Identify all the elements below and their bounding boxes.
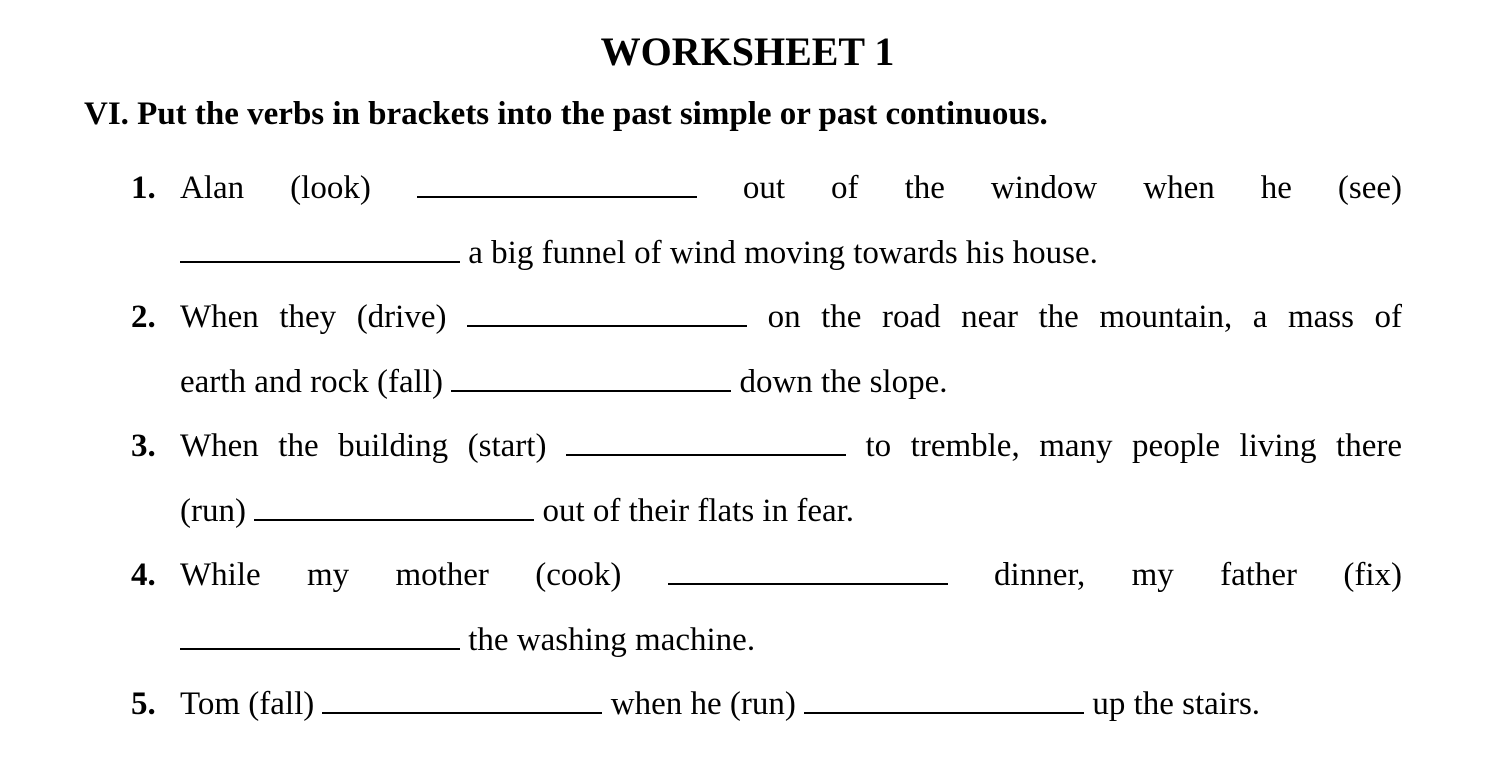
answer-blank[interactable]: [467, 301, 747, 327]
item-text: earth and rock (fall): [180, 363, 443, 400]
item-text: When the building (start): [180, 428, 547, 464]
exercise-item-3: [0, 414, 1402, 543]
item-number: 2.: [131, 299, 156, 335]
item-line: [180, 156, 1402, 221]
item-text: While my mother (cook): [180, 557, 622, 593]
item-line: [180, 414, 1402, 479]
item-text: out of the window when he (see): [742, 170, 1403, 206]
item-text: up the stairs.: [1092, 686, 1261, 722]
answer-blank[interactable]: [180, 624, 460, 650]
item-text: dinner, my father (fix): [994, 557, 1403, 593]
item-text: when he (run): [610, 686, 796, 722]
answer-blank[interactable]: [417, 172, 697, 198]
item-number: 3.: [131, 428, 156, 464]
answer-blank[interactable]: [451, 366, 731, 392]
item-line: [180, 350, 1402, 415]
item-line: [180, 285, 1402, 350]
item-number: 5.: [131, 686, 156, 722]
item-number: 1.: [131, 170, 156, 206]
item-line: [180, 543, 1402, 608]
item-text: down the slope.: [739, 363, 948, 400]
item-text: a big funnel of wind moving towards his house.: [468, 234, 1098, 271]
item-text: Alan (look): [180, 170, 371, 206]
item-text: Tom (fall): [180, 686, 315, 722]
item-line: [180, 672, 1402, 737]
exercise-item-2: [0, 285, 1402, 414]
exercise-item-5: [0, 672, 1402, 737]
item-text: to tremble, many people living there: [865, 428, 1402, 464]
item-number: 4.: [131, 557, 156, 593]
exercise-item-4: [0, 543, 1402, 672]
answer-blank[interactable]: [566, 430, 846, 456]
item-text: on the road near the mountain, a mass of: [767, 299, 1403, 335]
item-text: (run): [180, 492, 246, 529]
item-text: the washing machine.: [468, 621, 756, 658]
item-line: [180, 479, 1402, 544]
item-line: [180, 608, 1402, 673]
exercise-item-1: [0, 156, 1402, 285]
answer-blank[interactable]: [804, 688, 1084, 714]
worksheet-title: WORKSHEET 1: [600, 29, 895, 74]
item-line: [180, 221, 1402, 286]
answer-blank[interactable]: [668, 559, 948, 585]
item-text: out of their flats in fear.: [542, 492, 855, 529]
exercise-instruction: VI. Put the verbs in brackets into the past simple or past continuous.: [84, 96, 1048, 132]
exercise-list: [0, 156, 1495, 737]
answer-blank[interactable]: [254, 495, 534, 521]
answer-blank[interactable]: [322, 688, 602, 714]
item-text: When they (drive): [180, 299, 447, 335]
answer-blank[interactable]: [180, 237, 460, 263]
